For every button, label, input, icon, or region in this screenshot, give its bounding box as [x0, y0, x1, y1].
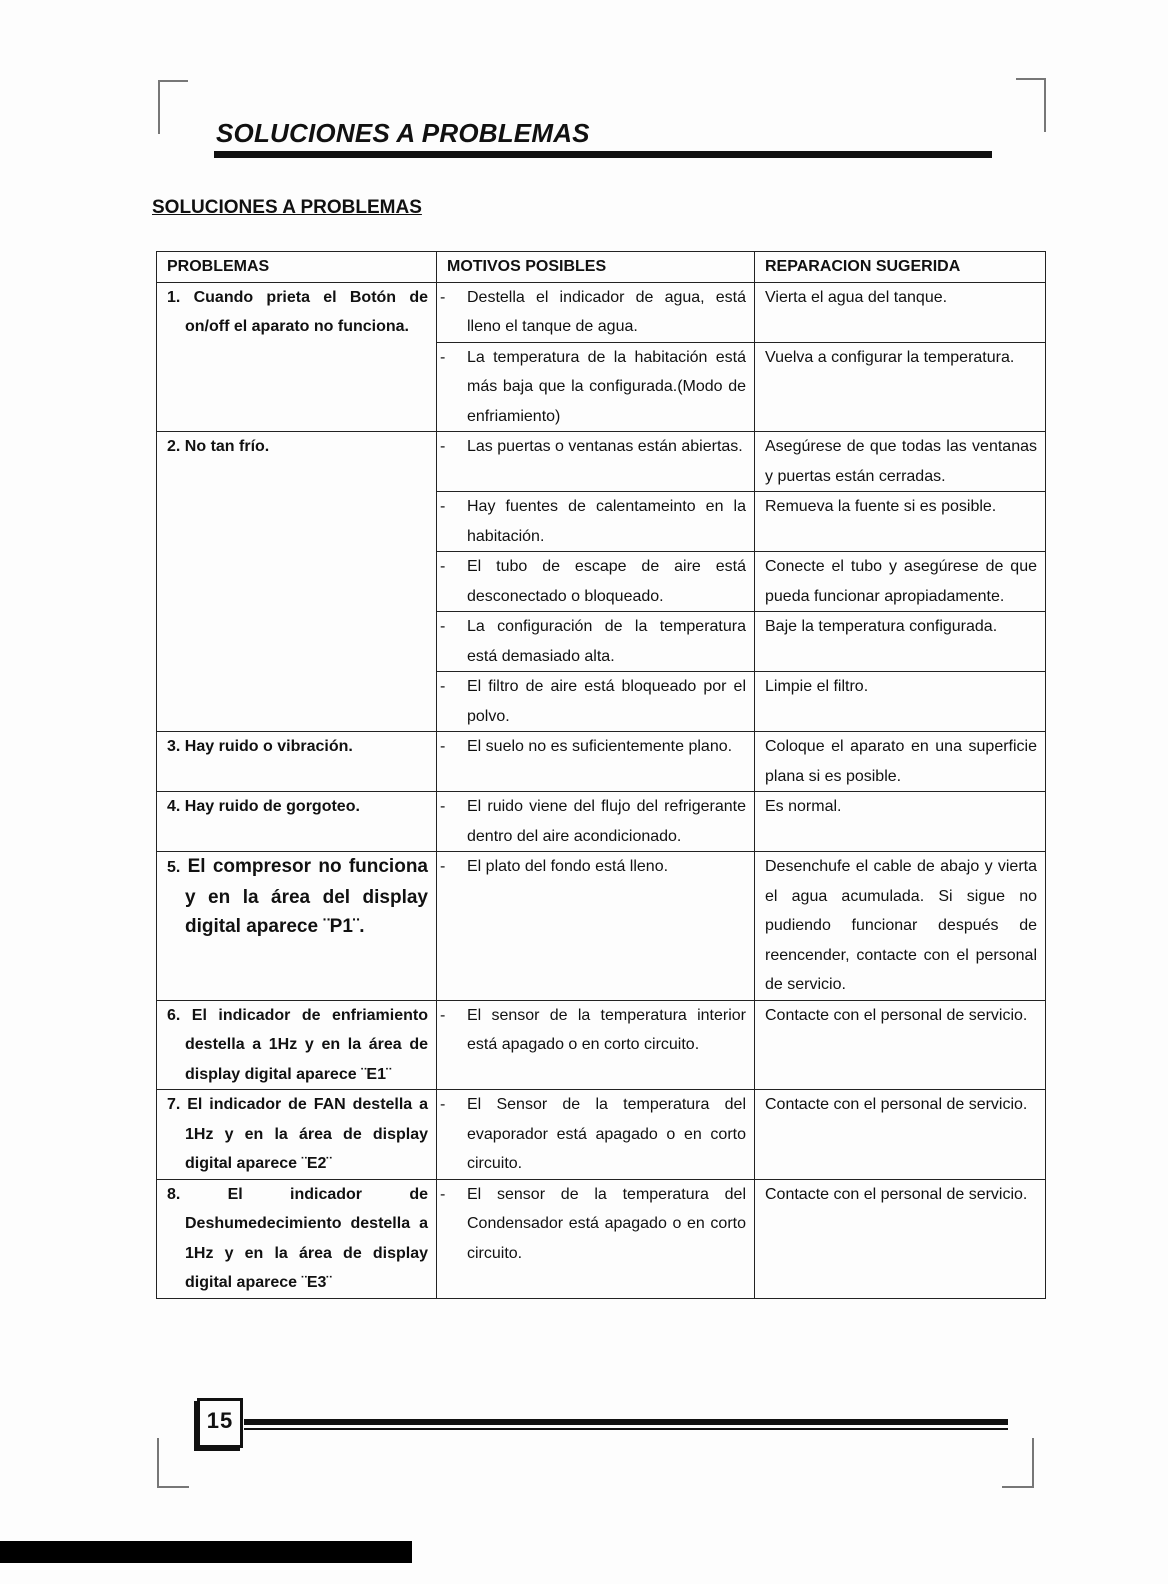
section-title: SOLUCIONES A PROBLEMAS [152, 197, 422, 218]
repair-cell: Asegúrese de que todas las ventanas y puertas están cerradas. [755, 432, 1046, 492]
table-row [157, 1000, 1046, 1090]
column-header-reparacion: REPARACION SUGERIDA [755, 252, 1046, 283]
repair-cell: Contacte con el personal de servicio. [755, 1179, 1046, 1298]
cause-cell: - El filtro de aire está bloqueado por el polvo. [437, 672, 755, 732]
page-number: 15 [197, 1398, 243, 1448]
crop-mark-top-left [158, 80, 188, 134]
cause-cell: - El suelo no es suficientemente plano. [437, 732, 755, 792]
problem-cell: 1. Cuando prieta el Botón de on/off el aparato no funciona. [157, 282, 437, 432]
repair-cell: Remueva la fuente si es posible. [755, 492, 1046, 552]
problem-cell: 7. El indicador de FAN destella a 1Hz y en la área de display digital aparece ¨E2¨ [157, 1090, 437, 1180]
repair-cell: Conecte el tubo y asegúrese de que pueda funcionar apropiadamente. [755, 552, 1046, 612]
footer-rule [244, 1419, 1008, 1425]
cause-cell: - Hay fuentes de calentameinto en la habitación. [437, 492, 755, 552]
cause-cell: - La temperatura de la habitación está más baja que la configurada.(Modo de enfriamiento) [437, 342, 755, 432]
cause-cell: - Destella el indicador de agua, está lleno el tanque de agua. [437, 282, 755, 342]
troubleshooting-table [156, 251, 1046, 1299]
repair-cell: Vuelva a configurar la temperatura. [755, 342, 1046, 432]
table-row [157, 792, 1046, 852]
cause-cell: - Las puertas o ventanas están abiertas. [437, 432, 755, 492]
cause-cell: - El plato del fondo está lleno. [437, 852, 755, 1001]
crop-mark-bottom-right [1002, 1438, 1034, 1488]
problem-cell: 4. Hay ruido de gorgoteo. [157, 792, 437, 852]
repair-cell: Vierta el agua del tanque. [755, 282, 1046, 342]
scan-edge-bar [0, 1541, 412, 1563]
table-row [157, 282, 1046, 342]
crop-mark-bottom-left [157, 1438, 189, 1488]
cause-cell: - El sensor de la temperatura del Condensador está apagado o en corto circuito. [437, 1179, 755, 1298]
table-row [157, 852, 1046, 1001]
repair-cell: Limpie el filtro. [755, 672, 1046, 732]
page-header-title: SOLUCIONES A PROBLEMAS [216, 118, 590, 148]
problem-number: 5. [167, 859, 181, 876]
repair-cell: Desenchufe el cable de abajo y vierta el agua acumulada. Si sigue no pudiendo funcionar después de reencender, contacte con el personal de servicio. [755, 852, 1046, 1001]
cause-cell: - El sensor de la temperatura interior está apagado o en corto circuito. [437, 1000, 755, 1090]
table-row [157, 732, 1046, 792]
cause-cell: - La configuración de la temperatura está demasiado alta. [437, 612, 755, 672]
problem-cell: 6. El indicador de enfriamiento destella a 1Hz y en la área de display digital aparece ¨E1¨ [157, 1000, 437, 1090]
table-row [157, 1090, 1046, 1180]
problem-cell: 3. Hay ruido o vibración. [157, 732, 437, 792]
repair-cell: Baje la temperatura configurada. [755, 612, 1046, 672]
problem-text: El compresor no funciona y en la área del display digital aparece ¨P1¨. [185, 856, 428, 937]
column-header-problemas: PROBLEMAS [157, 252, 437, 283]
table-row [157, 1179, 1046, 1298]
repair-cell: Contacte con el personal de servicio. [755, 1000, 1046, 1090]
problem-cell: 2. No tan frío. [157, 432, 437, 732]
table-header-row [157, 252, 1046, 283]
column-header-motivos: MOTIVOS POSIBLES [437, 252, 755, 283]
table-row [157, 432, 1046, 492]
repair-cell: Contacte con el personal de servicio. [755, 1090, 1046, 1180]
repair-cell: Coloque el aparato en una superficie plana si es posible. [755, 732, 1046, 792]
header-rule [214, 151, 992, 158]
problem-cell: 8. El indicador de Deshumedecimiento destella a 1Hz y en la área de display digital aparece ¨E3¨ [157, 1179, 437, 1298]
cause-cell: - El tubo de escape de aire está desconectado o bloqueado. [437, 552, 755, 612]
cause-cell: - El ruido viene del flujo del refrigerante dentro del aire acondicionado. [437, 792, 755, 852]
footer-rule-thin [244, 1428, 1008, 1430]
cause-cell: - El Sensor de la temperatura del evaporador está apagado o en corto circuito. [437, 1090, 755, 1180]
repair-cell: Es normal. [755, 792, 1046, 852]
problem-cell [157, 852, 437, 1001]
crop-mark-top-right [1016, 78, 1046, 132]
